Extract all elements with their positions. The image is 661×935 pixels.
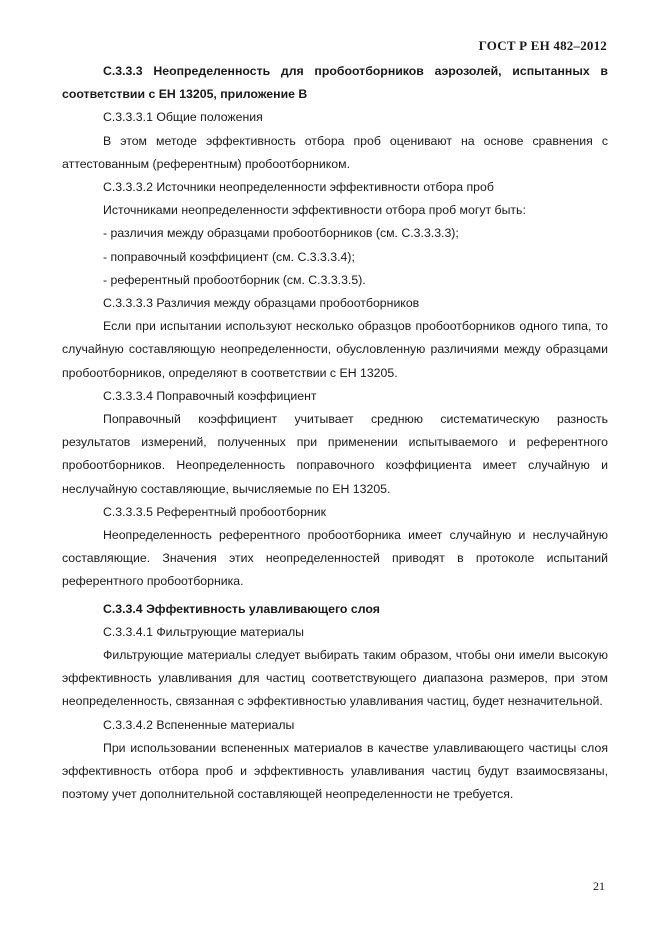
subsection-title: С.3.3.3.5 Референтный пробоотборник	[103, 504, 326, 519]
list-item: - референтный пробоотборник (см. С.3.3.3.5).	[103, 272, 366, 287]
document-id-header: ГОСТ Р ЕН 482–2012	[478, 38, 607, 53]
body-paragraph: При использовании вспененных материалов в качестве улавливающего частицы слоя эффективность отбора проб и эффективность улавливания частиц будут взаимосвязаны, поэтому учет дополнительной составляющей неопределенности не требуется.	[62, 740, 608, 802]
section-heading-c3-3-4: С.3.3.4 Эффективность улавливающего слоя	[103, 601, 380, 616]
subsection-title: С.3.3.3.2 Источники неопределенности эффективности отбора проб	[103, 180, 494, 195]
subsection-title: С.3.3.3.3 Различия между образцами пробоотборников	[103, 296, 420, 311]
subsection-title: С.3.3.3.4 Поправочный коэффициент	[103, 388, 317, 403]
body-paragraph: Источниками неопределенности эффективности отбора проб могут быть:	[103, 203, 526, 218]
document-body	[62, 60, 608, 807]
body-paragraph: Поправочный коэффициент учитывает среднюю систематическую разность результатов измерений, полученных при применении испытываемого и референтного пробоотборников. Неопределенность поправочного коэффициента имеет случайную и неслучайную составляющие, вычисляемые по ЕН 13205.	[62, 412, 608, 496]
section-heading-c3-3-3: С.3.3.3 Неопределенность для пробоотборников аэрозолей, испытанных в соответствии с ЕН 13205, приложение В	[62, 64, 608, 102]
subsection-title: С.3.3.4.1 Фильтрующие материалы	[103, 624, 305, 639]
subsection-title: С.3.3.4.2 Вспененные материалы	[103, 717, 295, 732]
body-paragraph: Если при испытании используют несколько образцов пробоотборников одного типа, то случайную составляющую неопределенности, обусловленную различиями между образцами пробоотборников, определяют в соответствии с ЕН 13205.	[62, 319, 608, 380]
body-paragraph: В этом методе эффективность отбора проб оценивают на основе сравнения с аттестованным (референтным) пробоотборником.	[62, 133, 608, 171]
subsection-title: С.3.3.3.1 Общие положения	[103, 110, 263, 125]
list-item: - различия между образцами пробоотборников (см. С.3.3.3.3);	[103, 226, 459, 241]
body-paragraph: Фильтрующие материалы следует выбирать таким образом, чтобы они имели высокую эффективность улавливания для частиц соответствующего диапазона размеров, при этом неопределенность, связанная с эффективностью улавливания частиц, будет незначительной.	[62, 648, 608, 709]
page-number: 21	[593, 879, 605, 893]
list-item: - поправочный коэффициент (см. С.3.3.3.4);	[103, 249, 355, 264]
body-paragraph: Неопределенность референтного пробоотборника имеет случайную и неслучайную составляющие. Значения этих неопределенностей приводят в протоколе испытаний референтного пробоотборника.	[62, 528, 608, 589]
